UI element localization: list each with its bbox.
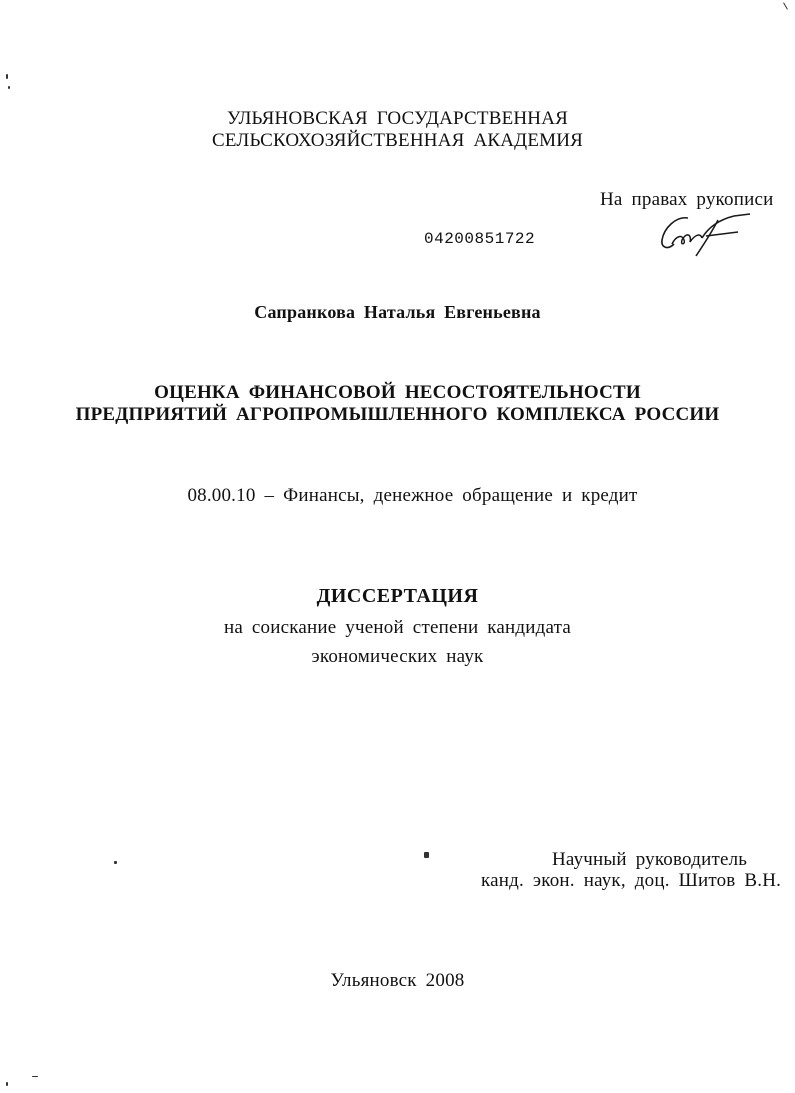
scan-speck <box>783 2 788 9</box>
scan-speck <box>424 852 429 858</box>
work-type-line-2: экономических наук <box>311 646 484 667</box>
advisor-name: канд. экон. наук, доц. Шитов В.Н. <box>481 870 782 891</box>
institution-line-2: СЕЛЬСКОХОЗЯЙСТВЕННАЯ АКАДЕМИЯ <box>211 130 584 151</box>
manuscript-note: На правах рукописи <box>600 189 774 210</box>
registry-number: 04200851722 <box>424 230 536 248</box>
institution-line-1: УЛЬЯНОВСКАЯ ГОСУДАРСТВЕННАЯ <box>226 108 569 129</box>
work-type-heading: ДИССЕРТАЦИЯ <box>316 585 479 607</box>
title-line-1: ОЦЕНКА ФИНАНСОВОЙ НЕСОСТОЯТЕЛЬНОСТИ <box>154 382 641 403</box>
city-year: Ульяновск 2008 <box>330 970 465 991</box>
advisor-role: Научный руководитель <box>552 849 748 870</box>
signature <box>658 210 754 260</box>
work-type-line-1: на соискание ученой степени кандидата <box>223 617 572 638</box>
author-name: Сапранкова Наталья Евгеньевна <box>254 302 541 322</box>
scan-speck <box>114 861 117 864</box>
specialty: 08.00.10 – Финансы, денежное обращение и кредит <box>187 485 638 506</box>
scan-speck <box>8 86 10 89</box>
scan-speck <box>6 74 8 79</box>
title-line-2: ПРЕДПРИЯТИЙ АГРОПРОМЫШЛЕННОГО КОМПЛЕКСА РОССИИ <box>75 404 720 425</box>
scan-speck <box>6 1082 8 1086</box>
scan-speck <box>32 1076 38 1077</box>
